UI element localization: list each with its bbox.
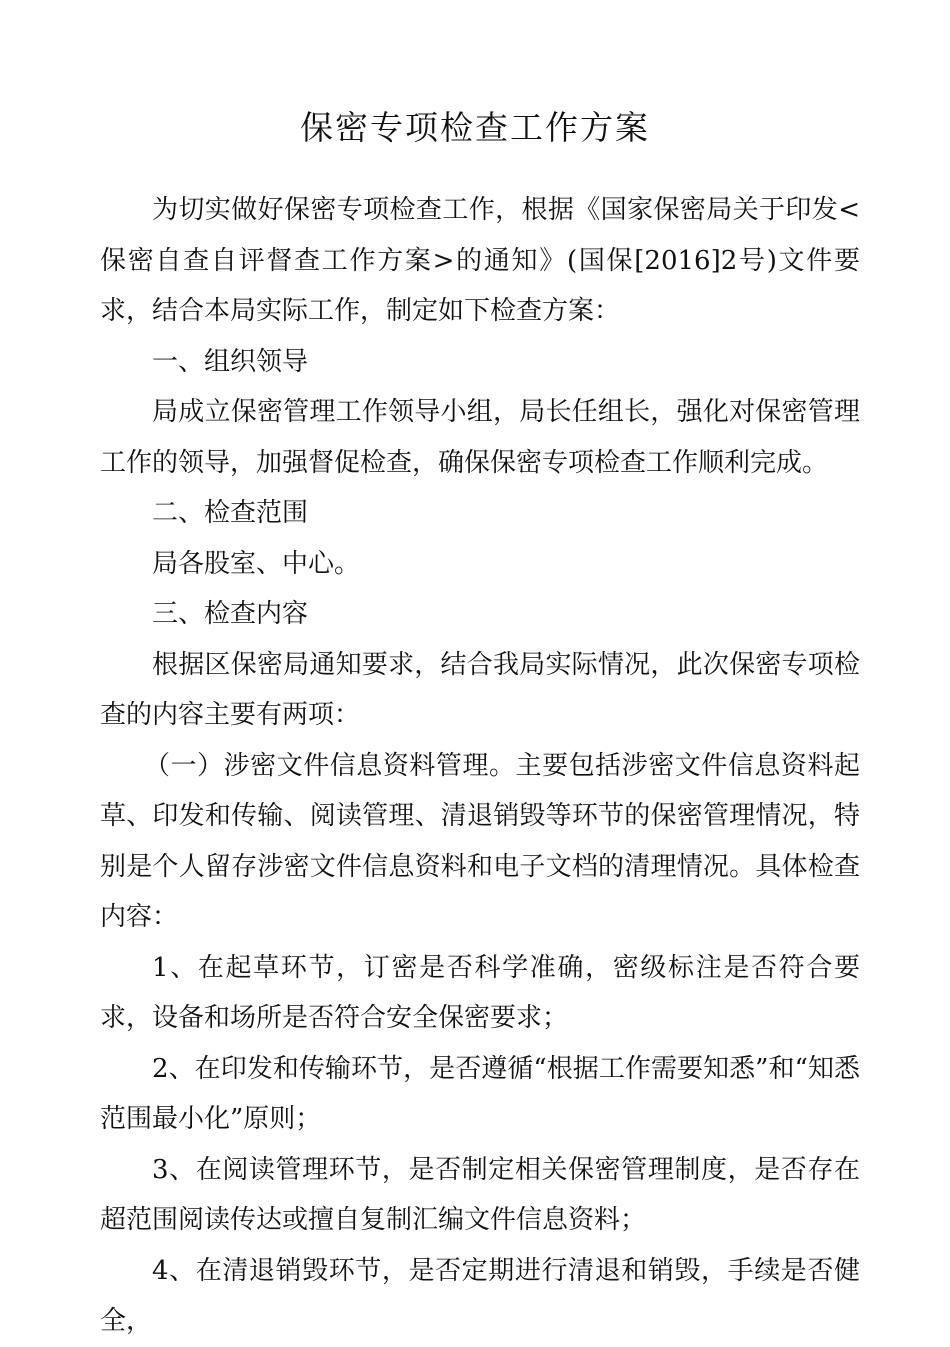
section-heading-organization: 一、组织领导 xyxy=(152,346,309,377)
check-item-4: 4、在清退销毁环节，是否定期进行清退和销毁，手续是否健全， xyxy=(100,1255,860,1336)
check-item-1: 1、在起草环节，订密是否科学准确，密级标注是否符合要求，设备和场所是否符合安全保密要求； xyxy=(100,952,860,1033)
check-item-3: 3、在阅读管理环节，是否制定相关保密管理制度，是否存在超范围阅读传达或擅自复制汇编文件信息资料； xyxy=(100,1154,860,1235)
check-item-2: 2、在印发和传输环节，是否遵循“根据工作需要知悉”和“知悉范围最小化”原则； xyxy=(100,1053,860,1134)
document-body xyxy=(100,185,860,1347)
section-heading-scope: 二、检查范围 xyxy=(152,498,309,528)
section-heading-content: 三、检查内容 xyxy=(152,599,309,629)
organization-paragraph: 局成立保密管理工作领导小组，局长任组长，强化对保密管理工作的领导，加强督促检查，确保保密专项检查工作顺利完成。 xyxy=(100,397,860,478)
intro-paragraph: 为切实做好保密专项检查工作，根据《国家保密局关于印发<保密自查自评督查工作方案>的通知》(国保[2016]2号)文件要求，结合本局实际工作，制定如下检查方案： xyxy=(100,195,860,326)
content-intro-paragraph: 根据区保密局通知要求，结合我局实际情况，此次保密专项检查的内容主要有两项： xyxy=(100,649,860,730)
subsection-classified-documents: （一）涉密文件信息资料管理。主要包括涉密文件信息资料起草、印发和传输、阅读管理、清退销毁等环节的保密管理情况，特别是个人留存涉密文件信息资料和电子文档的清理情况。具体检查内容： xyxy=(100,750,860,932)
document-title: 保密专项检查工作方案 xyxy=(300,108,650,147)
scope-paragraph: 局各股室、中心。 xyxy=(152,548,361,579)
